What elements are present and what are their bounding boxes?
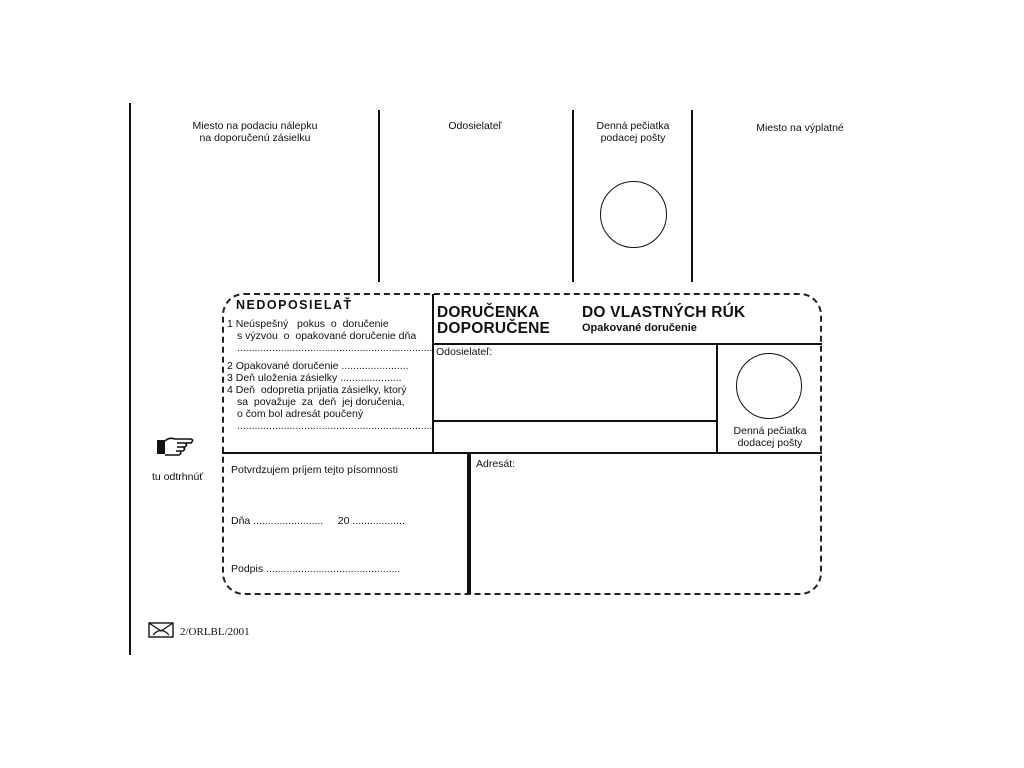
post-logo-icon: [148, 622, 174, 638]
signature-field: Podpis ..............................................: [231, 563, 401, 575]
pointing-hand-icon: [155, 434, 195, 458]
card-left-divider: [432, 294, 434, 452]
addressee-label: Adresát:: [476, 458, 516, 470]
left-margin-line: [129, 103, 131, 655]
sender-top-label: Odosielateľ: [448, 120, 502, 132]
sticker-place-label: Miesto na podaciu nálepku na doporučenú zásielku: [192, 120, 318, 144]
date-field: Dňa ........................ 20 ..................: [231, 515, 405, 527]
card-title-vlastnych-ruk: DO VLASTNÝCH RÚK: [582, 304, 746, 321]
card-sender-label: Odosielateľ:: [436, 346, 493, 358]
stamp-circle-card: [736, 353, 802, 419]
stamp-box-divider: [716, 343, 718, 453]
card-subtitle: Opakované doručenie: [582, 322, 697, 334]
title-underline: [432, 343, 822, 345]
card-stamp-label: Denná pečiatka dodacej pošty: [733, 425, 807, 449]
nedoposielat-list: 1 Neúspešný pokus o doručenie s výzvou o opakované doručenie dňa ................................................................... 2 Opakované doručenie ....................... 3 Deň uloženia zásielky ..................... 4 Deň odopretia prijatia zásielky, ktorý sa považuje za deň jej doručenia, o čom bol adresát poučený ...................................................................: [227, 318, 432, 432]
confirm-text: Potvrdzujem príjem tejto písomnosti: [231, 464, 398, 476]
nedoposielat-heading: NEDOPOSIELAŤ: [236, 298, 353, 312]
divider-2: [572, 110, 574, 282]
postage-label: Miesto na výplatné: [756, 122, 844, 134]
addressee-divider: [467, 452, 471, 594]
tear-off-label: tu odtrhnúť: [152, 471, 204, 483]
stamp-circle-top: [600, 181, 667, 248]
sender-box-line: [432, 420, 717, 422]
divider-3: [691, 110, 693, 282]
divider-1: [378, 110, 380, 282]
form-code: 2/ORLBL/2001: [180, 626, 250, 638]
card-title-dorucenka: DORUČENKA: [437, 304, 540, 321]
card-title-doporucene: DOPORUČENE: [437, 320, 551, 337]
stamp-top-label: Denná pečiatka podacej pošty: [596, 120, 670, 144]
card-middle-line: [222, 452, 822, 454]
